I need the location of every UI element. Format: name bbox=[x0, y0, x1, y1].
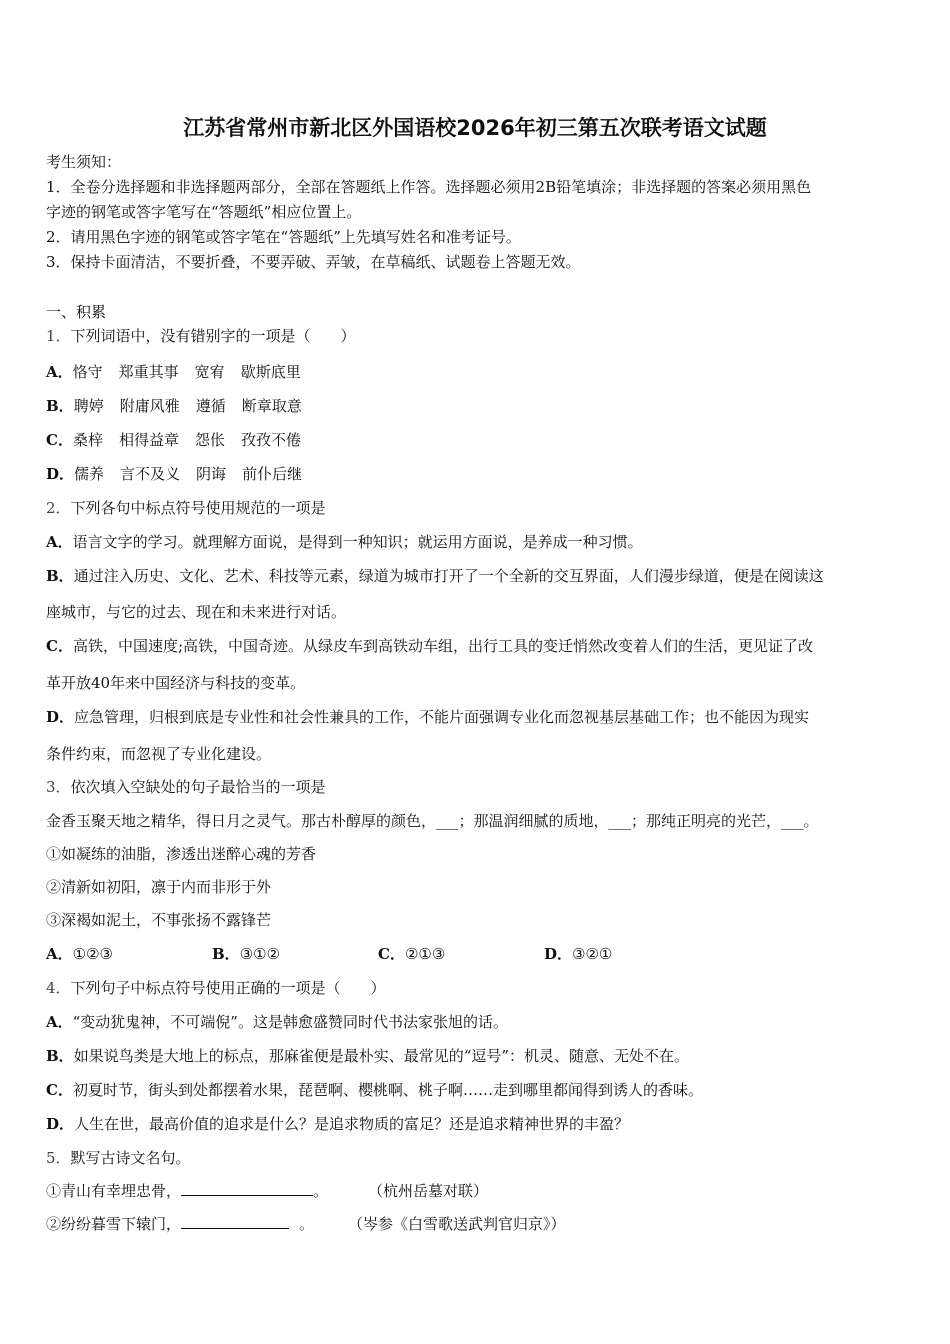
option-label: C． bbox=[46, 1081, 73, 1099]
poem-source: （岑参《白雪歌送武判官归京》） bbox=[348, 1215, 566, 1233]
q3-item-3: ③深褐如泥土，不事张扬不露锋芒 bbox=[46, 911, 272, 929]
q5-line-2 bbox=[46, 1214, 916, 1234]
notice-item-3: 3．保持卡面清洁，不要折叠，不要弄破、弄皱，在草稿纸、试题卷上答题无效。 bbox=[46, 253, 581, 271]
option-text: 语言文字的学习。就理解方面说，是得到一种知识；就运用方面说，是养成一种习惯。 bbox=[72, 533, 643, 551]
q5-stem bbox=[46, 1148, 916, 1168]
q2-option-d-cont: 条件约束，而忽视了专业化建设。 bbox=[46, 745, 272, 763]
option-label: D． bbox=[46, 708, 75, 726]
poem-end: 。 bbox=[299, 1215, 315, 1233]
poem-source: （杭州岳墓对联） bbox=[368, 1182, 489, 1200]
q3-option-b bbox=[212, 944, 378, 964]
q3-item-2: ②清新如初阳，凛于内而非形于外 bbox=[46, 878, 272, 896]
q3-item-1: ①如凝练的油脂，渗透出迷醉心魂的芳香 bbox=[46, 845, 317, 863]
q3-option-c bbox=[378, 944, 544, 964]
q4-option-d bbox=[46, 1114, 916, 1134]
option-word: 言不及义 bbox=[120, 465, 181, 483]
option-label: A． bbox=[46, 945, 73, 963]
q1-stem bbox=[46, 326, 916, 346]
option-label: D． bbox=[46, 1115, 75, 1133]
option-label: B． bbox=[46, 567, 74, 585]
q2-option-d bbox=[46, 707, 916, 727]
option-word: 怨伥 bbox=[194, 431, 225, 449]
q1-option-a bbox=[46, 362, 916, 382]
option-label: C． bbox=[46, 637, 73, 655]
answer-blank[interactable] bbox=[181, 1181, 313, 1196]
option-label: D． bbox=[46, 465, 75, 483]
answer-blank[interactable] bbox=[181, 1214, 289, 1229]
option-label: D． bbox=[544, 945, 573, 963]
option-word: 儒养 bbox=[74, 465, 105, 483]
option-text: 如果说鸟类是大地上的标点，那麻雀便是最朴实、最常见的“逗号”：机灵、随意、无处不在。 bbox=[73, 1047, 690, 1065]
q2-option-c-cont: 革开放40年来中国经济与科技的变革。 bbox=[46, 674, 306, 692]
section-heading: 一、积累 bbox=[46, 303, 107, 321]
option-label: B． bbox=[212, 945, 240, 963]
option-word: 附庸风雅 bbox=[119, 397, 180, 415]
q3-options bbox=[46, 944, 916, 964]
q2-stem-text: 下列各句中标点符号使用规范的一项是 bbox=[70, 499, 326, 517]
option-text: ①②③ bbox=[72, 945, 113, 963]
option-word: 恪守 bbox=[72, 363, 103, 381]
q3-stem-text: 依次填入空缺处的句子最恰当的一项是 bbox=[70, 778, 326, 796]
option-text: ②①③ bbox=[404, 945, 446, 963]
notice-heading: 考生须知： bbox=[46, 153, 122, 171]
q1-option-b bbox=[46, 396, 916, 416]
q4-option-b bbox=[46, 1046, 916, 1066]
option-word: 遵循 bbox=[195, 397, 226, 415]
q5-line-1 bbox=[46, 1181, 916, 1201]
exam-title: 江苏省常州市新北区外国语校2026年初三第五次联考语文试题 bbox=[183, 116, 767, 140]
notice-item-1-cont: 字迹的钢笔或答字笔写在“答题纸”相应位置上。 bbox=[46, 203, 362, 221]
option-text: 人生在世，最高价值的追求是什么？是追求物质的富足？还是追求精神世界的丰盈？ bbox=[74, 1115, 630, 1133]
q2-stem bbox=[46, 498, 916, 518]
q2-option-c bbox=[46, 636, 916, 656]
q3-option-d bbox=[544, 944, 710, 964]
q1-option-d bbox=[46, 464, 916, 484]
q5-stem-text: 默写古诗文名句。 bbox=[70, 1149, 191, 1167]
q4-option-c bbox=[46, 1080, 916, 1100]
option-word: 前仆后继 bbox=[242, 465, 303, 483]
option-word: 孜孜不倦 bbox=[241, 431, 302, 449]
q3-stem bbox=[46, 777, 916, 797]
q4-option-a bbox=[46, 1012, 916, 1032]
q4-stem bbox=[46, 978, 916, 998]
q5-number: 5． bbox=[46, 1149, 71, 1167]
q4-number: 4． bbox=[46, 979, 71, 997]
notice-item-2: 2．请用黑色字迹的钢笔或答字笔在“答题纸”上先填写姓名和准考证号。 bbox=[46, 228, 521, 246]
q4-stem-text: 下列句子中标点符号使用正确的一项是（ ） bbox=[70, 979, 386, 997]
option-label: C． bbox=[46, 431, 73, 449]
option-word: 歇斯底里 bbox=[240, 363, 301, 381]
option-word: 郑重其事 bbox=[118, 363, 179, 381]
option-label: B． bbox=[46, 1047, 74, 1065]
option-text: “变动犹鬼神，不可端倪”。这是韩愈盛赞同时代书法家张旭的话。 bbox=[72, 1013, 508, 1031]
q2-option-a bbox=[46, 532, 916, 552]
option-label: B． bbox=[46, 397, 74, 415]
option-label: A． bbox=[46, 533, 73, 551]
q3-option-a bbox=[46, 944, 212, 964]
q1-stem-text: 下列词语中，没有错别字的一项是（ ） bbox=[70, 327, 356, 345]
option-word: 相得益章 bbox=[118, 431, 179, 449]
option-word: 桑梓 bbox=[72, 431, 103, 449]
poem-end: 。 bbox=[313, 1182, 329, 1200]
option-word: 聘婷 bbox=[73, 397, 104, 415]
option-text: 初夏时节，街头到处都摆着水果，琵琶啊、樱桃啊、桃子啊……走到哪里都闻得到诱人的香味。 bbox=[72, 1081, 703, 1099]
option-word: 阴诲 bbox=[196, 465, 227, 483]
q2-number: 2． bbox=[46, 499, 71, 517]
q1-number: 1． bbox=[46, 327, 71, 345]
notice-item-1: 1．全卷分选择题和非选择题两部分，全部在答题纸上作答。选择题必须用2B铅笔填涂；非选择题的答案必须用黑色 bbox=[46, 178, 812, 196]
option-label: A． bbox=[46, 1013, 73, 1031]
option-text: ③①② bbox=[239, 945, 281, 963]
q2-option-b-cont: 座城市，与它的过去、现在和未来进行对话。 bbox=[46, 603, 347, 621]
option-text: 通过注入历史、文化、艺术、科技等元素，绿道为城市打开了一个全新的交互界面，人们漫步绿道，便是在阅读这 bbox=[73, 567, 824, 585]
option-label: C． bbox=[378, 945, 405, 963]
option-text: 应急管理，归根到底是专业性和社会性兼具的工作，不能片面强调专业化而忽视基层基础工作；也不能因为现实 bbox=[74, 708, 810, 726]
q1-option-c bbox=[46, 430, 916, 450]
poem-prompt: ②纷纷暮雪下辕门， bbox=[46, 1215, 182, 1233]
option-text: 高铁，中国速度;高铁，中国奇迹。从绿皮车到高铁动车组，出行工具的变迁悄然改变着人们的生活，更见证了改 bbox=[72, 637, 814, 655]
poem-prompt: ①青山有幸埋忠骨， bbox=[46, 1182, 182, 1200]
option-text: ③②① bbox=[572, 945, 613, 963]
q3-passage: 金香玉聚天地之精华，得日月之灵气。那古朴醇厚的颜色，___；那温润细腻的质地，___；那纯正明亮的光芒，___。 bbox=[46, 812, 819, 830]
option-word: 断章取意 bbox=[241, 397, 302, 415]
q2-option-b bbox=[46, 566, 916, 586]
option-label: A． bbox=[46, 363, 73, 381]
q3-number: 3． bbox=[46, 778, 71, 796]
option-word: 宽宥 bbox=[194, 363, 225, 381]
